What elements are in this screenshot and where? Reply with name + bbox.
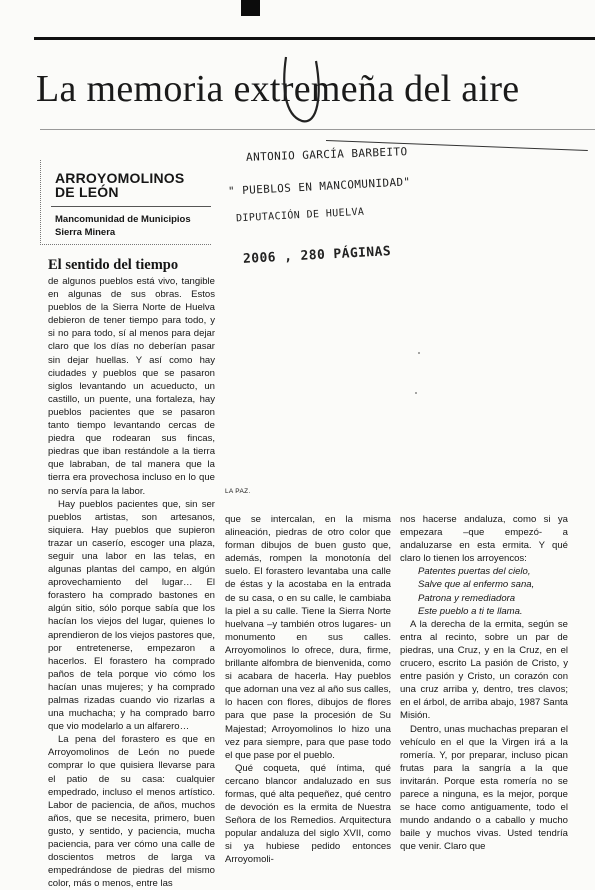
- paragraph: de algunos pueblos está vivo, tangible en algunas de sus obras. Estos pueblos de la Sierra Norte de Huelva debieron de tener tiempo para todo, y si no para todo, sí al menos para dejar claro que los días no deberían pasar sin dejar huellas. Y así como hay ciudades y pueblos que se pasaron siglos levantando un acueducto, un castillo, un puente, una fortaleza, hay pueblos pacientes que se pasaron tanto tiempo levantando cercas de piedra que rodearan sus fincas, piedras que iban restándole a la tierra que labraban, de tal manera que la tierra era provechosa incluso en lo que no servía para la labor.: [48, 276, 215, 497]
- verse-line: Patrona y remediadora: [418, 592, 516, 604]
- verse-block: [400, 565, 568, 617]
- handwritten-publisher: DIPUTACIÓN DE HUELVA: [235, 206, 365, 225]
- paragraph: La pena del forastero es que en Arroyomolinos de León no puede comprar lo que quisiera llevarse para el patio de su casa: cualquier empedrado, incluso el menos artístico. Labor de paciencia, de años, muchos años, que se necesita, primero, buen gusto, y sentido, y paciencia, mucha paciencia, para ver cómo una calle de doscientos metros de larga va empedrándose de piedras del mismo color, más o menos, entre las: [48, 734, 215, 890]
- scan-speck: [418, 352, 420, 354]
- paragraph: Dentro, unas muchachas preparan el vehículo en el que la Virgen irá a la romería. Y, por preparar, incluso pican frutas para la sangría a la que invitarán. Porque esta romería no se parece a ninguna, es la mejor, porque se hace como antiguamente, todo el mundo andando o a caballo y mucho baile y muchos vivas. Usted tendría que venir. Claro que: [400, 723, 568, 853]
- header-black-tab: [241, 0, 260, 16]
- article-column-3: [400, 513, 568, 853]
- mancomunidad-line2: Sierra Minera: [55, 226, 116, 238]
- handwritten-year-pages: 2006 , 280 PÁGINAS: [242, 244, 392, 267]
- verse-line: Patentes puertas del cielo,: [418, 566, 531, 578]
- handwritten-author: ANTONIO GARCÍA BARBEITO: [245, 145, 408, 164]
- box-divider: [51, 206, 211, 207]
- pen-mark-overlay: [272, 55, 332, 135]
- verse-line: Salve que al enfermo sana,: [418, 579, 535, 591]
- headline-underline: [40, 129, 595, 130]
- paragraph: que se intercalan, en la misma alineación, piedras de otro color que forman dibujos de buen gusto que, además, rompen la monotonía del suelo. El forastero levantaba una calle de éstas y la acostaba en la entrada de su casa, o en su calle, le cambiaba la piel a su calle. Tiene la Sierra Norte huelvana –y también otros lugares- un monumento en sus calles. Arroyomolinos lo ofrece, dura, firme, brillante alfombra de bienvenida, como si acabara de hacerla. Hay pueblos que adornan una vez al año sus calles, lo hacen con flores, dibujos de flores para que pase la procesión de Su Majestad; Arroyomolinos lo hizo una vez para siempre, para que pase todo el que pase por el pueblo.: [225, 514, 391, 761]
- article-column-1: [48, 275, 215, 890]
- handwritten-book-title: " PUEBLOS EN MANCOMUNIDAD": [227, 175, 411, 198]
- section-heading: El sentido del tiempo: [48, 257, 179, 273]
- photo-caption: LA PAZ.: [225, 488, 251, 495]
- paragraph: Hay pueblos pacientes que, sin ser pueblos artistas, son artesanos, siquiera. Hay pueblos que supieron trazar un caserío, escoger una plaza, seguir una labor en las telas, en algunas plantas del campo, en algún aprovechamiento del lugar… El forastero ha comprado bastones en algún sitio, sólo porque sabía que los hacían los viejos del lugar, quienes lo aprendieron de los viejos pastores que, por entretenerse, empezaron a hacerlos. El forastero ha comprado paños de tela porque vio cómo los hacían unas mujeres; y ha comprado palmas rizadas cuando vio rizarlas a una muchacha; y ha comprado barro que vio modelarlo a un alfarero…: [48, 498, 215, 733]
- paragraph: Qué coqueta, qué íntima, qué cercano blancor andaluzado en sus formas, qué alta pequeñez, qué centro de devoción es la ermita de Nuestra Señora de los Remedios. Arquitectura popular andaluza del siglo XVII, como si ya hubiese pedido entonces Arroyomoli-: [225, 762, 391, 866]
- mancomunidad-line1: Mancomunidad de Municipios: [55, 214, 191, 225]
- paragraph: nos hacerse andaluza, como si ya empezara –que empezó- a andaluzarse en esta ermita. Y qué claro lo tienen los arroyencos:: [400, 514, 568, 565]
- article-column-2: [225, 513, 391, 867]
- paragraph: A la derecha de la ermita, según se entra al recinto, sobre un par de piedras, una Cruz, y en la Cruz, en el crucero, escrito La pasión de Cristo, y entre pasión y Cristo, un corazón con una cruz arriba y, dentro, tres clavos; en el árbol, de arriba abajo, 1987 Santa Misión.: [400, 618, 568, 722]
- town-name: [55, 172, 215, 199]
- scan-speck: [415, 392, 417, 394]
- header-rule: [34, 37, 595, 40]
- verse-line: Este pueblo a ti te llama.: [418, 605, 523, 617]
- article-headline: La memoria extremeña del aire: [36, 68, 520, 110]
- mancomunidad-label: [55, 214, 205, 240]
- town-info-box: [40, 160, 211, 245]
- town-name-line2: DE LEÓN: [55, 183, 119, 200]
- town-name-line1: ARROYOMOLINOS: [55, 170, 185, 186]
